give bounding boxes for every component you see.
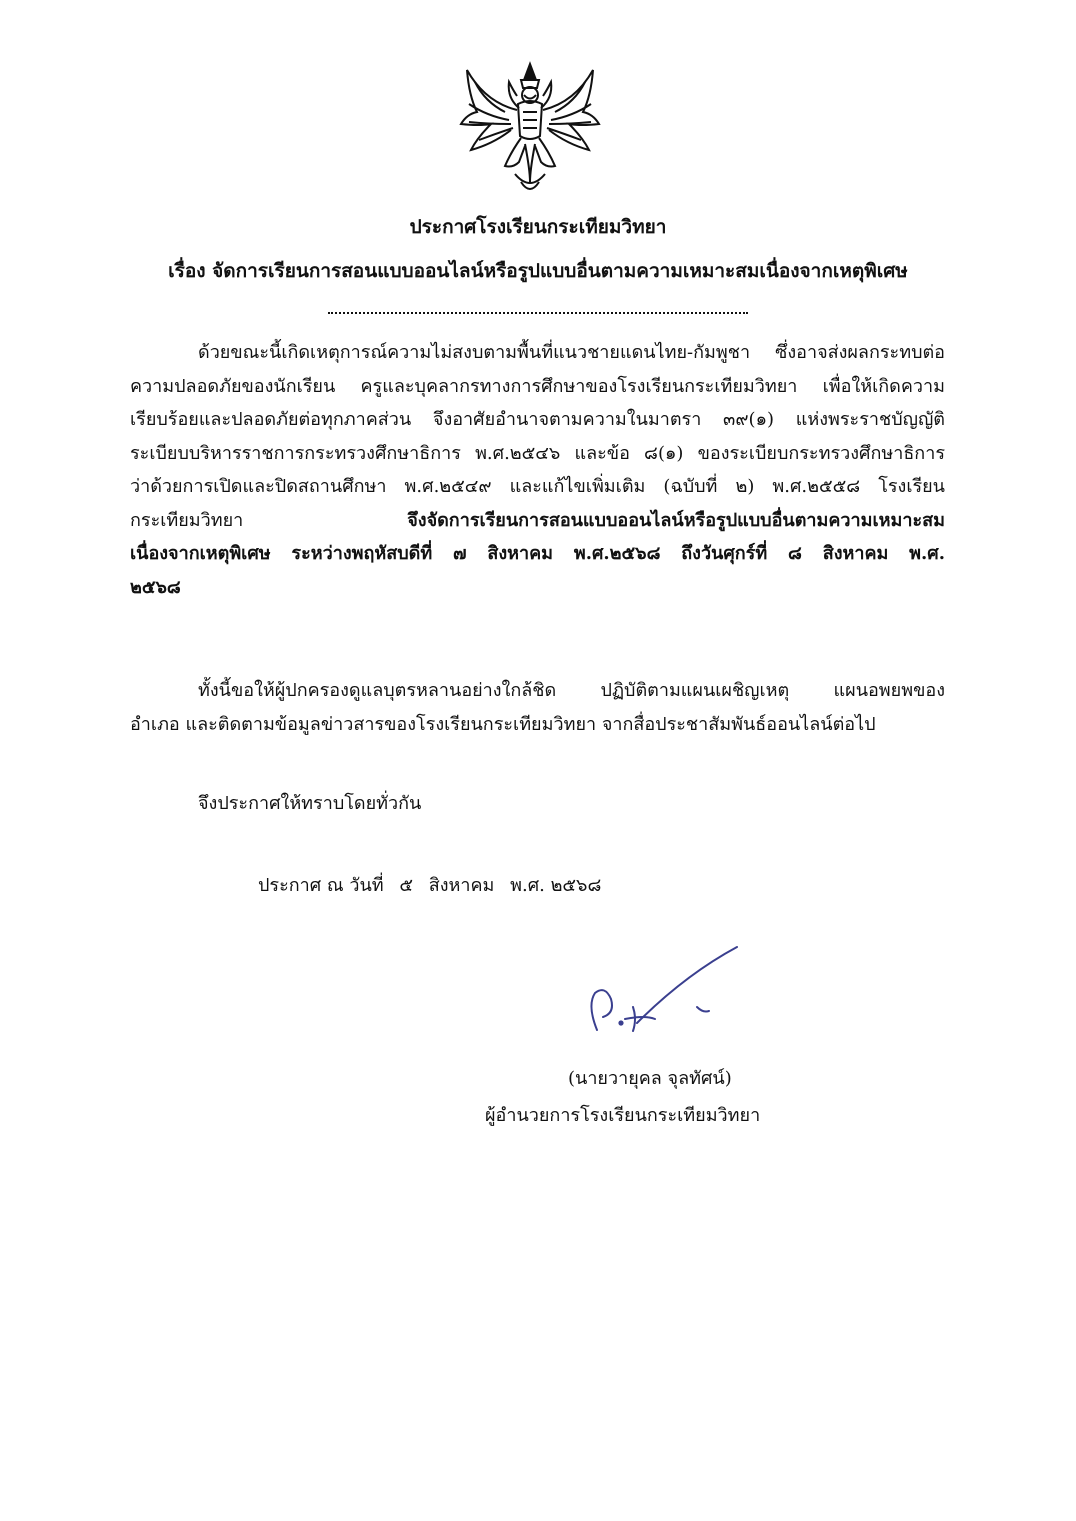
signer-name: (นายวายุคล จุลทัศน์) <box>568 1068 732 1089</box>
paragraph-line: อำเภอ และติดตามข้อมูลข่าวสารของโรงเรียนกระเทียมวิทยา จากสื่อประชาสัมพันธ์ออนไลน์ต่อไป <box>130 713 876 735</box>
body-paragraph-1 <box>130 336 945 604</box>
date-prefix: ประกาศ ณ วันที่ <box>258 875 384 896</box>
document-subject: เรื่อง จัดการเรียนการสอนแบบออนไลน์หรือรูปแบบอื่นตามความเหมาะสมเนื่องจากเหตุพิเศษ <box>168 260 908 282</box>
paragraph-line-emphasis: เนื่องจากเหตุพิเศษ ระหว่างพฤหัสบดีที่ ๗ สิงหาคม พ.ศ.๒๕๖๘ ถึงวันศุกร์ที่ ๘ สิงหาคม พ.ศ. <box>130 543 945 564</box>
document-title: ประกาศโรงเรียนกระเทียมวิทยา <box>409 216 667 238</box>
announcement-date <box>258 870 611 899</box>
body-paragraph-2 <box>130 674 945 741</box>
closing-statement: จึงประกาศให้ทราบโดยทั่วกัน <box>198 793 422 814</box>
paragraph-text: กระเทียมวิทยา <box>130 509 408 531</box>
date-day: ๕ <box>399 875 413 896</box>
paragraph-line: ความปลอดภัยของนักเรียน ครูและบุคลากรทางการศึกษาของโรงเรียนกระเทียมวิทยา เพื่อให้เกิดความ <box>130 375 945 397</box>
garuda-emblem-icon <box>455 58 605 198</box>
signature-icon <box>575 935 755 1045</box>
date-month: สิงหาคม <box>428 875 495 896</box>
signer-position: ผู้อำนวยการโรงเรียนกระเทียมวิทยา <box>485 1105 761 1126</box>
paragraph-line <box>130 504 945 538</box>
paragraph-line: ว่าด้วยการเปิดและปิดสถานศึกษา พ.ศ.๒๕๔๙ และแก้ไขเพิ่มเติม (ฉบับที่ ๒) พ.ศ.๒๕๕๘ โรงเรียน <box>130 476 945 497</box>
paragraph-line: ระเบียบบริหารราชการกระทรวงศึกษาธิการ พ.ศ.๒๕๔๖ และข้อ ๘(๑) ของระเบียบกระทรวงศึกษาธิการ <box>130 442 945 464</box>
paragraph-line: ด้วยขณะนี้เกิดเหตุการณ์ความไม่สงบตามพื้นที่แนวชายแดนไทย-กัมพูชา ซึ่งอาจส่งผลกระทบต่อ <box>198 342 945 363</box>
paragraph-line: ทั้งนี้ขอให้ผู้ปกครองดูแลบุตรหลานอย่างใกล้ชิด ปฏิบัติตามแผนเผชิญเหตุ แผนอพยพของ <box>198 680 945 701</box>
date-year: พ.ศ. ๒๕๖๘ <box>510 875 602 896</box>
paragraph-line: เรียบร้อยและปลอดภัยต่อทุกภาคส่วน จึงอาศัยอำนาจตามความในมาตรา ๓๙(๑) แห่งพระราชบัญญัติ <box>130 409 945 430</box>
emphasis-text: จึงจัดการเรียนการสอนแบบออนไลน์หรือรูปแบบอื่นตามความเหมาะสม <box>407 509 945 531</box>
dotted-divider <box>328 312 748 314</box>
paragraph-line-emphasis: ๒๕๖๘ <box>130 576 181 598</box>
